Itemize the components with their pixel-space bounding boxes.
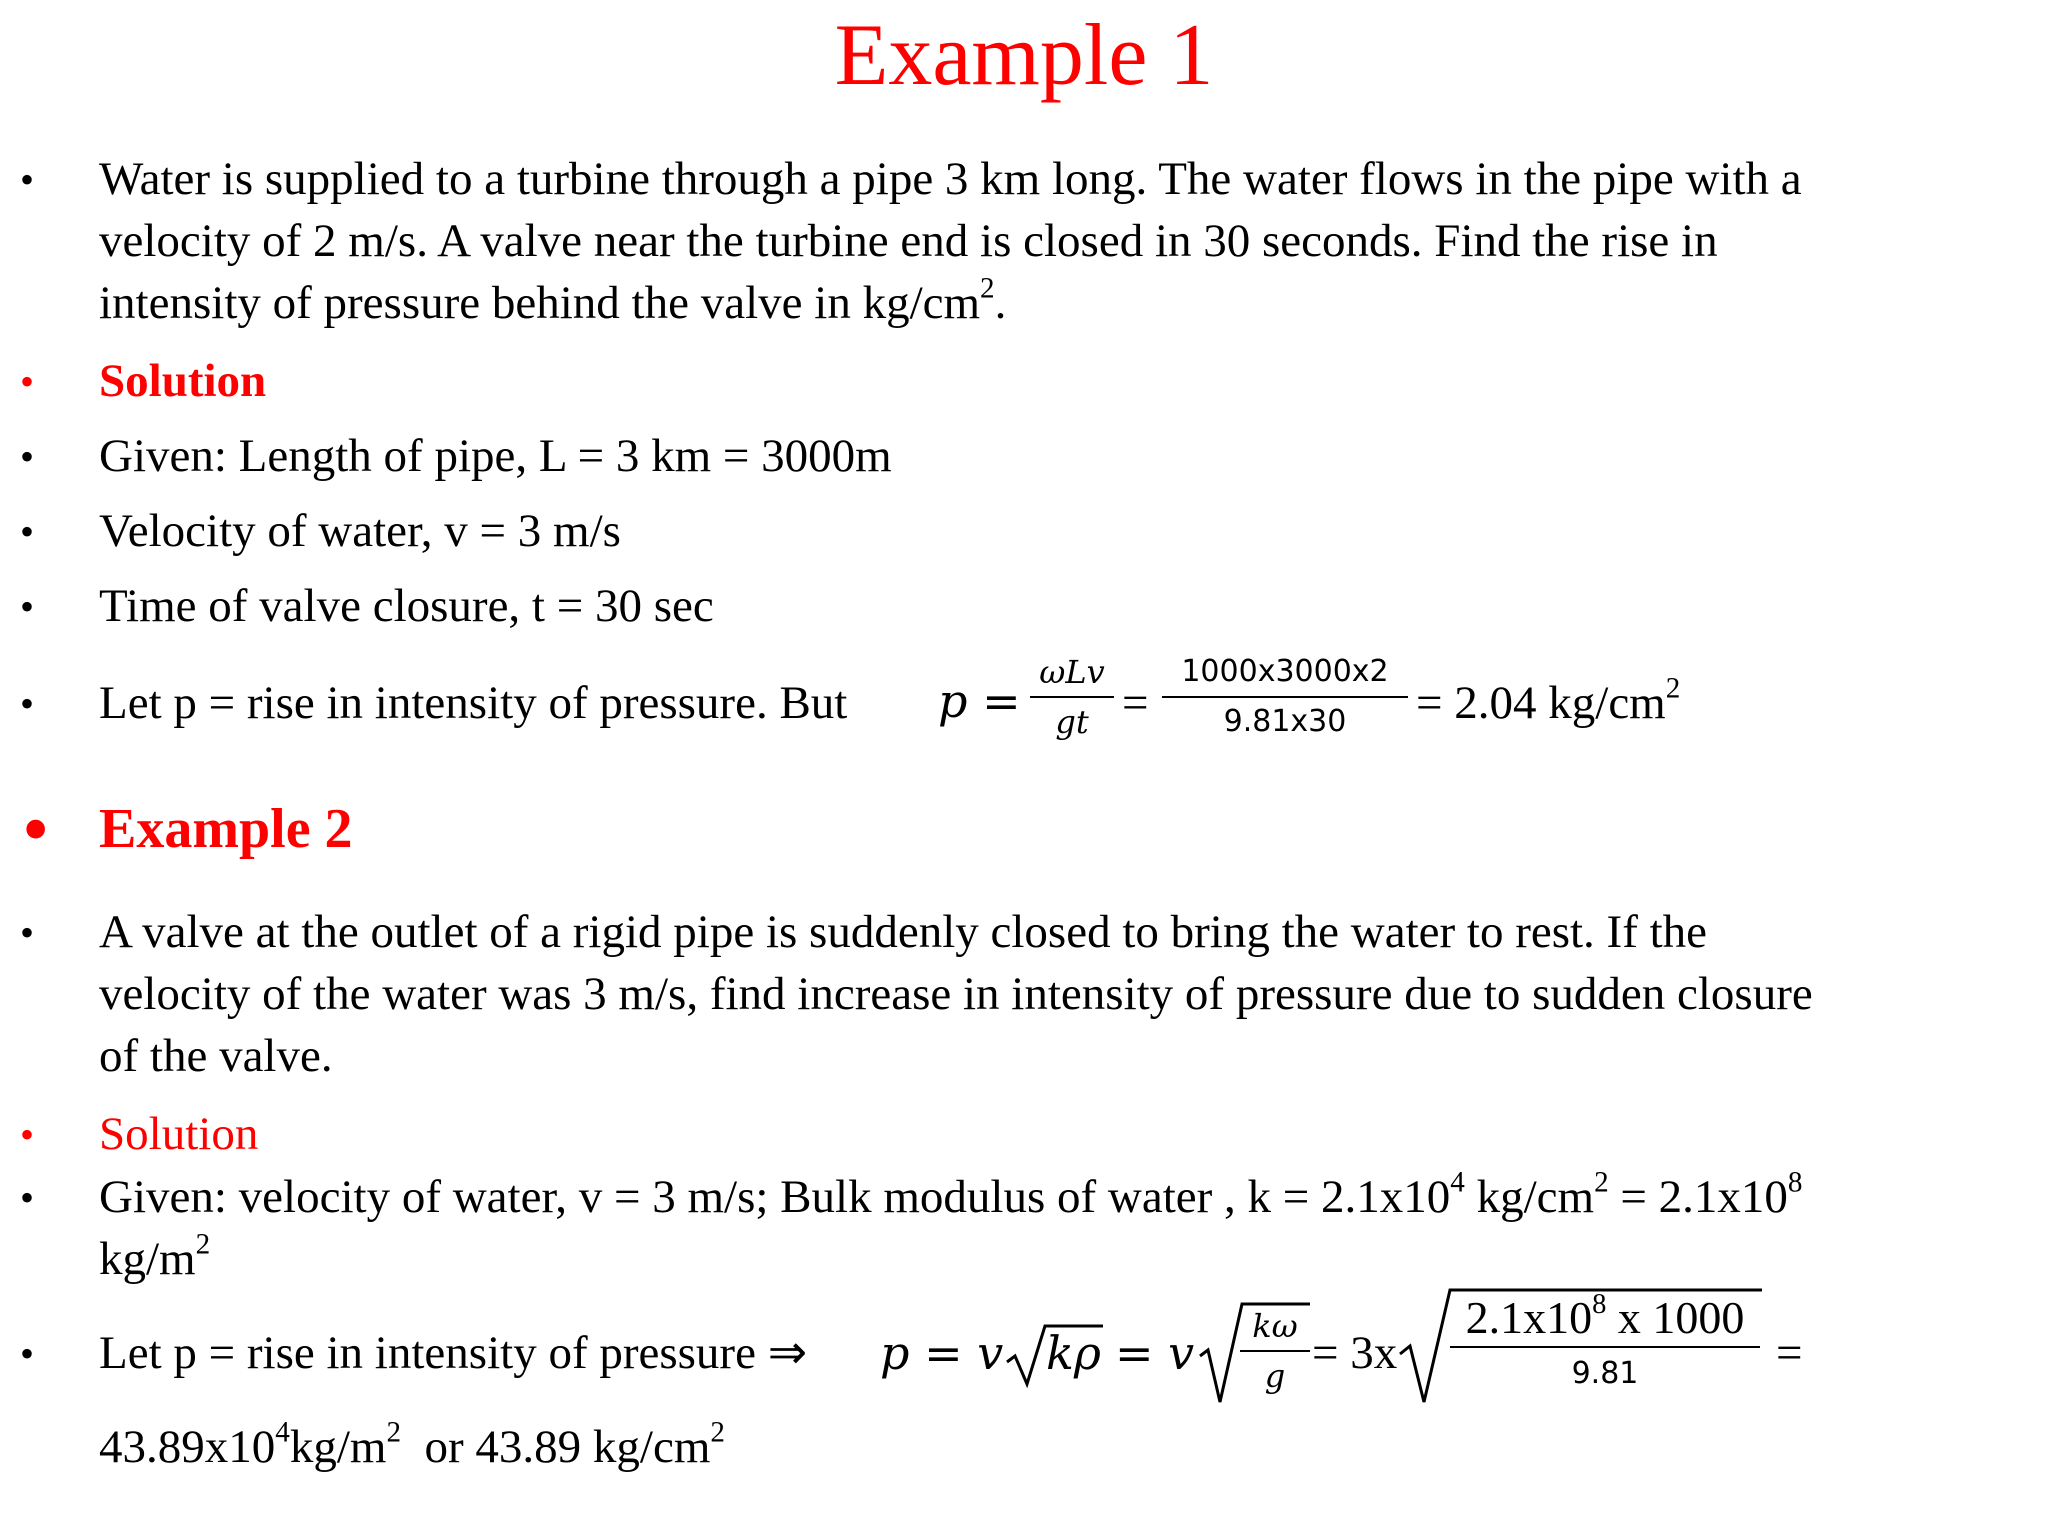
ex1-fraction-2 xyxy=(1162,652,1408,742)
ex2-equals-3x: = 3x xyxy=(1312,1327,1398,1379)
ex1-problem-line-2: velocity of 2 m/s. A valve near the turbine end is closed in 30 seconds. Find the rise in xyxy=(99,215,1718,267)
ex2-fraction-2-num: $2.1x10^8$ x 1000 xyxy=(1465,1289,1745,1343)
bullet-icon: • xyxy=(20,509,35,554)
ex2-solution-label: Solution xyxy=(99,1108,259,1160)
ex1-formula-p: p = xyxy=(938,674,1021,728)
ex2-fraction-2 xyxy=(1450,1289,1760,1394)
ex1-given-1-text: Given: Length of pipe, L = 3 km = 3000m xyxy=(99,430,892,482)
fraction-bar xyxy=(1030,696,1114,698)
bullet-icon: • xyxy=(20,434,35,479)
bullet-icon: • xyxy=(20,1112,35,1157)
ex2-trailing-equals: = xyxy=(1776,1327,1803,1379)
ex2-formula-text: Let p = rise in intensity of pressure ⇒ xyxy=(99,1327,808,1379)
ex2-problem-line-2: velocity of the water was 3 m/s, find increase in intensity of pressure due to sudden closure xyxy=(99,968,1813,1020)
ex1-formula-item xyxy=(0,653,2048,766)
ex1-formula-text: Let p = rise in intensity of pressure. But xyxy=(99,677,848,729)
ex2-fraction-1-den: g xyxy=(1264,1357,1286,1395)
fraction-bar xyxy=(1450,1346,1760,1348)
ex2-formula-v: = v xyxy=(1115,1326,1195,1380)
ex2-given-line-1: Given: velocity of water, v = 3 m/s; Bulk modulus of water , $k = 2.1x10^4$ $kg/cm^2 = 2.1x10^8$ xyxy=(99,1166,1803,1223)
bullet-icon: • xyxy=(20,359,35,404)
ex2-formula-item xyxy=(0,1289,2048,1430)
ex1-fraction-1-den: gt xyxy=(1055,703,1089,741)
ex2-formula-p: p = v xyxy=(880,1326,1004,1380)
bullet-icon: • xyxy=(20,1331,35,1376)
ex1-fraction-2-num: 1000x3000x2 xyxy=(1181,654,1389,689)
slide-title: Example 1 xyxy=(834,7,1214,104)
ex2-sqrt-a: kρ xyxy=(1046,1326,1101,1380)
bullet-icon: • xyxy=(20,910,35,955)
ex1-problem-line-1: Water is supplied to a turbine through a pipe 3 km long. The water flows in the pipe with a xyxy=(99,153,1802,205)
ex1-given-2-text: Velocity of water, v = 3 m/s xyxy=(99,505,621,557)
ex2-given-line-2: $kg/m^2$ xyxy=(99,1228,211,1285)
ex1-fraction-2-den: 9.81x30 xyxy=(1223,704,1347,739)
ex2-heading: Example 2 xyxy=(99,798,353,860)
bullet-icon: • xyxy=(20,157,35,202)
fraction-bar xyxy=(1240,1350,1310,1352)
ex1-given-3-text: Time of valve closure, t = 30 sec xyxy=(99,580,714,632)
bullet-icon: • xyxy=(20,584,35,629)
ex1-equals: = xyxy=(1122,677,1149,729)
ex2-fraction-1-num: kω xyxy=(1252,1307,1298,1345)
ex1-problem-line-3: intensity of pressure behind the valve in $kg/cm^2$. xyxy=(99,272,1007,329)
fraction-bar xyxy=(1162,696,1408,698)
ex1-result: = 2.04 $kg/cm^2$ xyxy=(1416,672,1681,729)
ex1-fraction-1 xyxy=(1030,652,1114,742)
ex2-problem-line-3: of the valve. xyxy=(99,1030,333,1082)
bullet-icon: • xyxy=(20,681,35,726)
ex2-fraction-2-den: 9.81 xyxy=(1571,1356,1639,1391)
ex1-solution-label: Solution xyxy=(99,355,267,407)
ex2-problem-line-1: A valve at the outlet of a rigid pipe is suddenly closed to bring the water to rest. If the xyxy=(99,906,1708,958)
bullet-icon: • xyxy=(20,1175,35,1220)
bullet-icon: • xyxy=(22,785,50,872)
ex2-fraction-1 xyxy=(1240,1306,1310,1396)
ex1-fraction-1-num: ωLv xyxy=(1039,653,1105,691)
ex2-result: $43.89x10^4kg/m^2$ or 43.89 $kg/cm^2$ xyxy=(99,1416,725,1473)
